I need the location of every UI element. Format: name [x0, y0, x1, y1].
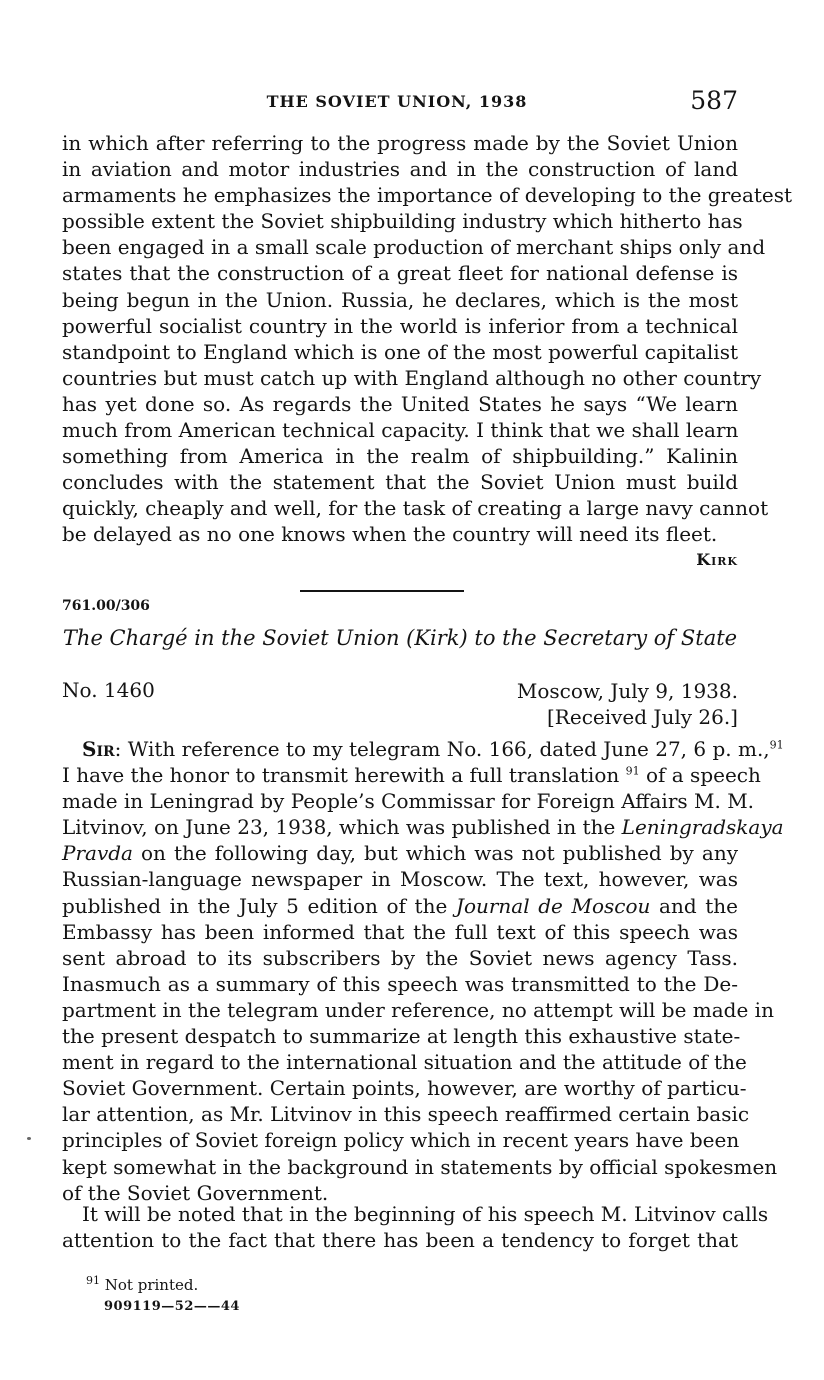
text-run: and the	[650, 893, 738, 918]
text-line: made in Leningrad by People’s Commissar for Foreign Affairs M. M.	[62, 789, 755, 814]
text-run: : With reference to my telegram No. 166, dated June 27, 6 p. m.,	[114, 737, 770, 761]
text-line: lar attention, as Mr. Litvinov in this speech reaffirmed certain basic	[62, 1102, 750, 1127]
text-line: powerful socialist country in the world is inferior from a technical	[62, 313, 738, 338]
paragraph-despatch-body	[62, 736, 784, 1206]
file-number: 761.00/306	[62, 598, 150, 614]
text-line: armaments he emphasizes the importance of developing to the greatest	[62, 183, 793, 208]
text-line: of the Soviet Government.	[62, 1180, 329, 1205]
received-date: [Received July 26.]	[547, 705, 738, 729]
text-run: of a speech	[639, 763, 761, 788]
text-run: Litvinov, on June 23, 1938, which was published in the	[62, 815, 622, 840]
text-line: quickly, cheaply and well, for the task of creating a large navy cannot	[62, 496, 769, 521]
section-divider	[300, 590, 464, 592]
footnote-ref[interactable]: 91	[625, 764, 640, 778]
text-line: been engaged in a small scale production of merchant ships only and	[62, 235, 766, 260]
newspaper-title: Journal de Moscou	[455, 893, 651, 918]
printer-code: 909119—52——44	[104, 1299, 240, 1314]
running-title: THE SOVIET UNION, 1938	[266, 92, 528, 111]
text-line: Russian-language newspaper in Moscow. The text, however, was	[62, 867, 738, 892]
footnote-ref[interactable]: 91	[769, 738, 784, 752]
footnote-mark: 91	[86, 1274, 100, 1287]
salutation: Sir	[82, 737, 115, 761]
margin-speck	[27, 1137, 31, 1140]
document-title: The Chargé in the Soviet Union (Kirk) to the Secretary of State	[62, 626, 738, 650]
text-run: published in the July 5 edition of the	[62, 893, 456, 918]
text-line: attention to the fact that there has been a tendency to forget that	[62, 1228, 738, 1253]
text-line: Inasmuch as a summary of this speech was transmitted to the De-	[62, 971, 738, 996]
text-line	[62, 840, 738, 866]
page-number: 587	[690, 86, 738, 115]
text-line: being begun in the Union. Russia, he declares, which is the most	[62, 287, 738, 312]
newspaper-title: Leningradskaya	[621, 815, 784, 840]
dateline: Moscow, July 9, 1938.	[516, 679, 738, 703]
text-line	[62, 814, 784, 840]
text-line: in which after referring to the progress made by the Soviet Union	[62, 131, 738, 155]
footnote	[86, 1276, 198, 1294]
text-line	[62, 762, 761, 788]
text-run: I have the honor to transmit herewith a full translation	[62, 763, 626, 788]
text-line: concludes with the statement that the Soviet Union must build	[62, 470, 738, 495]
text-line: Soviet Government. Certain points, however, are worthy of particu-	[62, 1076, 747, 1101]
text-line: in aviation and motor industries and in the construction of land	[62, 157, 738, 182]
text-line: ment in regard to the international situation and the attitude of the	[62, 1050, 747, 1075]
text-line: kept somewhat in the background in statements by official spokesmen	[62, 1154, 778, 1179]
text-run: on the following day, but which was not published by any	[132, 841, 738, 866]
signature: Kirk	[696, 550, 738, 569]
text-line: states that the construction of a great fleet for national defense is	[62, 261, 738, 286]
paragraph-kalinin-summary	[62, 130, 793, 548]
text-line: possible extent the Soviet shipbuilding industry which hitherto has	[62, 209, 743, 234]
text-line	[62, 893, 738, 919]
text-line: principles of Soviet foreign policy which in recent years have been	[62, 1128, 740, 1153]
text-line: standpoint to England which is one of the most powerful capitalist	[62, 339, 738, 364]
text-line: has yet done so. As regards the United States he says “We learn	[62, 391, 738, 416]
text-line: be delayed as no one knows when the country will need its fleet.	[62, 522, 718, 547]
place-and-date	[517, 678, 738, 730]
footnote-text: Not printed.	[104, 1276, 199, 1294]
text-line: Embassy has been informed that the full text of this speech was	[62, 919, 738, 944]
text-line: countries but must catch up with England although no other country	[62, 365, 762, 390]
text-line: It will be noted that in the beginning of his speech M. Litvinov calls	[82, 1202, 769, 1226]
dispatch-number: No. 1460	[62, 678, 155, 702]
text-line: the present despatch to summarize at length this exhaustive state-	[62, 1024, 741, 1049]
text-line: something from America in the realm of shipbuilding.” Kalinin	[62, 444, 738, 469]
newspaper-title: Pravda	[62, 841, 133, 866]
page-header	[0, 86, 824, 120]
text-line: sent abroad to its subscribers by the Soviet news agency Tass.	[62, 945, 738, 970]
paragraph-litvinov-note	[62, 1201, 769, 1253]
text-line: much from American technical capacity. I think that we shall learn	[62, 418, 739, 443]
text-line	[62, 736, 784, 762]
text-line: partment in the telegram under reference, no attempt will be made in	[62, 997, 774, 1022]
